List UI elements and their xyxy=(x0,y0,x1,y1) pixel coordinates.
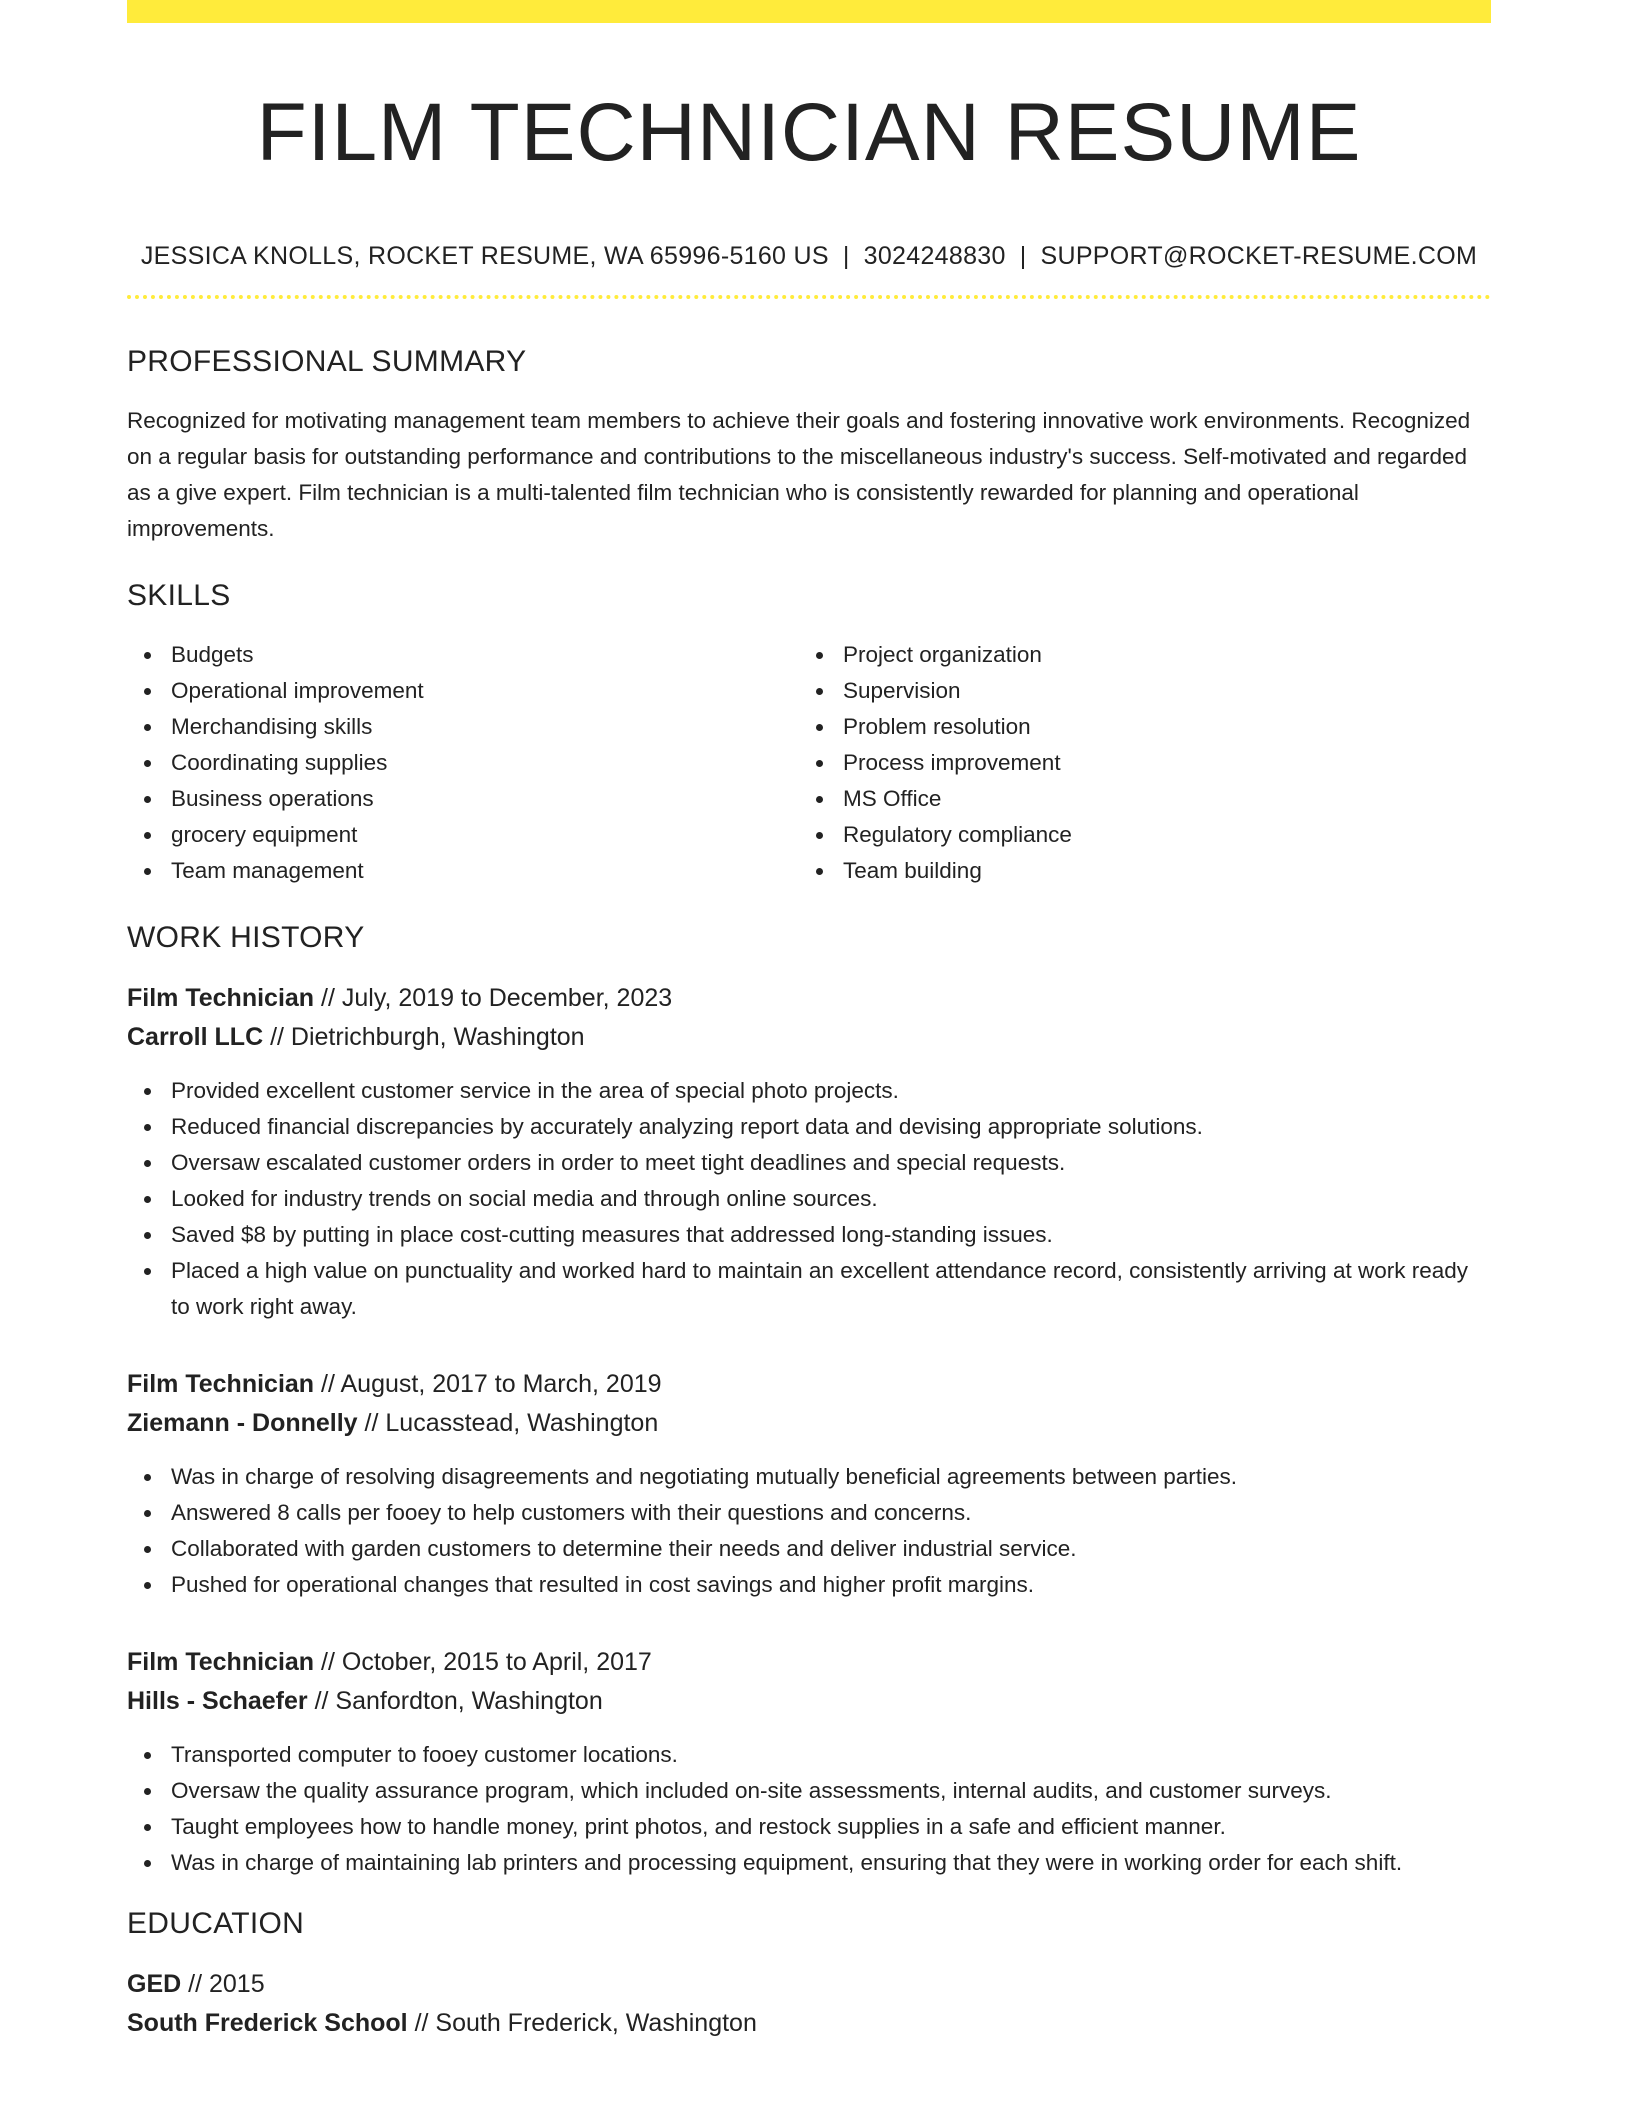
contact-address: JESSICA KNOLLS, ROCKET RESUME, WA 65996-5160 US xyxy=(140,242,829,270)
job-bullet: Taught employees how to handle money, print photos, and restock supplies in a safe and efficient manner. xyxy=(127,1809,1491,1845)
top-accent-bar xyxy=(127,0,1491,23)
education-heading: EDUCATION xyxy=(127,1907,305,1940)
job-bullets xyxy=(127,1737,1491,1881)
education-entry xyxy=(127,1965,1491,2043)
dotted-divider xyxy=(127,295,1491,299)
skill-item: Process improvement xyxy=(799,745,1471,781)
skill-item: Coordinating supplies xyxy=(127,745,799,781)
skill-item: Business operations xyxy=(127,781,799,817)
job-entry xyxy=(127,979,1491,1325)
skills-list-right xyxy=(799,637,1471,889)
job-bullet: Placed a high value on punctuality and worked hard to maintain an excellent attendance record, consistently arriving at work ready to work right away. xyxy=(127,1253,1491,1325)
job-bullet: Saved $8 by putting in place cost-cutting measures that addressed long-standing issues. xyxy=(127,1217,1491,1253)
contact-phone: 3024248830 xyxy=(863,242,1006,270)
resume-page xyxy=(127,0,1491,2043)
contact-line xyxy=(127,239,1491,273)
job-title-line xyxy=(127,979,1491,1018)
skill-item: Supervision xyxy=(799,673,1471,709)
education-school-line xyxy=(127,2004,1491,2043)
job-bullet: Oversaw escalated customer orders in order to meet tight deadlines and special requests. xyxy=(127,1145,1491,1181)
job-company-line xyxy=(127,1018,1491,1057)
skill-item: Team management xyxy=(127,853,799,889)
job-bullet: Pushed for operational changes that resulted in cost savings and higher profit margins. xyxy=(127,1567,1491,1603)
education-location: // South Frederick, Washington xyxy=(414,2009,757,2037)
job-company: Hills - Schaefer xyxy=(127,1687,308,1715)
skill-item: Merchandising skills xyxy=(127,709,799,745)
summary-text: Recognized for motivating management team members to achieve their goals and fostering innovative work environments. Recognized on a regular basis for outstanding performance and contributions to the miscellaneous industry's success. Self-motivated and regarded as a give expert. Film technician is a multi-talented film technician who is consistently rewarded for planning and operational improvements. xyxy=(127,408,1471,541)
contact-separator: | xyxy=(1019,242,1027,270)
work-history-list xyxy=(127,979,1491,1881)
job-bullets xyxy=(127,1073,1491,1325)
skill-item: Team building xyxy=(799,853,1471,889)
job-title: Film Technician xyxy=(127,1648,315,1676)
education-school: South Frederick School xyxy=(127,2009,408,2037)
skill-item: Regulatory compliance xyxy=(799,817,1471,853)
skill-item: Problem resolution xyxy=(799,709,1471,745)
job-company: Carroll LLC xyxy=(127,1023,264,1051)
education-degree-line xyxy=(127,1965,1491,2004)
skill-item: Project organization xyxy=(799,637,1471,673)
job-title-line xyxy=(127,1365,1491,1404)
job-bullet: Looked for industry trends on social media and through online sources. xyxy=(127,1181,1491,1217)
job-bullet: Transported computer to fooey customer locations. xyxy=(127,1737,1491,1773)
education-degree: GED xyxy=(127,1970,182,1998)
contact-email: SUPPORT@ROCKET-RESUME.COM xyxy=(1040,242,1478,270)
job-entry xyxy=(127,1643,1491,1881)
skills-columns xyxy=(127,637,1491,889)
job-bullet: Collaborated with garden customers to determine their needs and deliver industrial service. xyxy=(127,1531,1491,1567)
job-entry xyxy=(127,1365,1491,1603)
job-company-line xyxy=(127,1682,1491,1721)
skill-item: Operational improvement xyxy=(127,673,799,709)
skill-item: grocery equipment xyxy=(127,817,799,853)
job-bullet: Reduced financial discrepancies by accurately analyzing report data and devising appropriate solutions. xyxy=(127,1109,1491,1145)
skills-heading: SKILLS xyxy=(127,579,231,612)
job-title: Film Technician xyxy=(127,1370,315,1398)
resume-title: FILM TECHNICIAN RESUME xyxy=(256,87,1362,178)
skill-item: MS Office xyxy=(799,781,1471,817)
job-dates: // August, 2017 to March, 2019 xyxy=(321,1370,662,1398)
job-dates: // October, 2015 to April, 2017 xyxy=(321,1648,652,1676)
job-location: // Dietrichburgh, Washington xyxy=(270,1023,585,1051)
job-title-line xyxy=(127,1643,1491,1682)
job-title: Film Technician xyxy=(127,984,315,1012)
job-bullet: Answered 8 calls per fooey to help customers with their questions and concerns. xyxy=(127,1495,1491,1531)
job-bullet: Was in charge of resolving disagreements and negotiating mutually beneficial agreements between parties. xyxy=(127,1459,1491,1495)
contact-separator: | xyxy=(842,242,850,270)
job-bullet: Was in charge of maintaining lab printers and processing equipment, ensuring that they were in working order for each shift. xyxy=(127,1845,1491,1881)
work-history-heading: WORK HISTORY xyxy=(127,921,365,954)
education-year: // 2015 xyxy=(188,1970,265,1998)
job-location: // Sanfordton, Washington xyxy=(314,1687,603,1715)
job-dates: // July, 2019 to December, 2023 xyxy=(321,984,673,1012)
skills-list-left xyxy=(127,637,799,889)
skill-item: Budgets xyxy=(127,637,799,673)
job-location: // Lucasstead, Washington xyxy=(364,1409,659,1437)
summary-heading: PROFESSIONAL SUMMARY xyxy=(127,345,527,378)
job-bullets xyxy=(127,1459,1491,1603)
job-bullet: Provided excellent customer service in the area of special photo projects. xyxy=(127,1073,1491,1109)
job-company-line xyxy=(127,1404,1491,1443)
job-bullet: Oversaw the quality assurance program, which included on-site assessments, internal audits, and customer surveys. xyxy=(127,1773,1491,1809)
job-company: Ziemann - Donnelly xyxy=(127,1409,358,1437)
